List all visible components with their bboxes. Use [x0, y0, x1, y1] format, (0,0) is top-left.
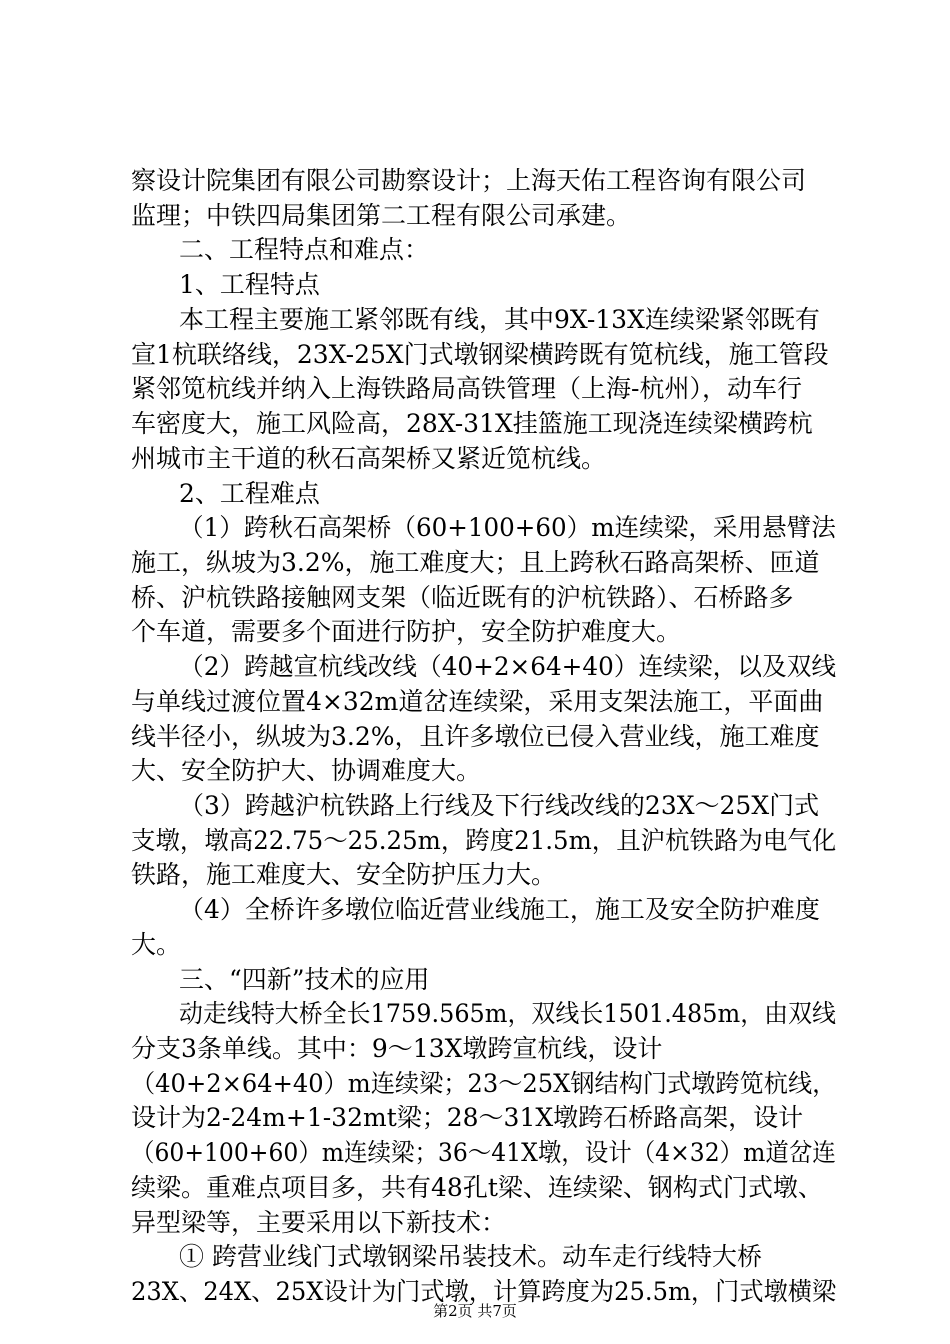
- text-line: 州城市主干道的秋石高架桥又紧近笕杭线。: [131, 444, 607, 473]
- text-line: 线半径小，纵坡为3.2%，且许多墩位已侵入营业线，施工难度: [131, 722, 820, 751]
- text-line: （60+100+60）m连续梁；36～41X墩，设计（4×32）m道岔连: [131, 1138, 836, 1167]
- text-line: 动走线特大桥全长1759.565m，双线长1501.485m，由双线: [179, 999, 836, 1028]
- text-line: 与单线过渡位置4×32m道岔连续梁，采用支架法施工，平面曲: [131, 687, 824, 716]
- subsection-heading: 2、工程难点: [179, 479, 320, 508]
- text-line: （40+2×64+40）m连续梁；23～25X钢结构门式墩跨笕杭线，: [131, 1069, 837, 1098]
- text-line: 支墩，墩高22.75～25.25m，跨度21.5m，且沪杭铁路为电气化: [131, 826, 837, 855]
- section-heading: 三、“四新”技术的应用: [179, 965, 430, 994]
- text-line: 施工，纵坡为3.2%，施工难度大；且上跨秋石路高架桥、匝道: [131, 548, 820, 577]
- text-line: （3）跨越沪杭铁路上行线及下行线改线的23X～25X门式: [179, 791, 820, 820]
- text-line: 紧邻笕杭线并纳入上海铁路局高铁管理（上海-杭州），动车行: [131, 374, 802, 403]
- page-footer: 第2页 共7页: [433, 1302, 517, 1320]
- subsection-heading: 1、工程特点: [179, 270, 320, 299]
- text-line: 23X、24X、25X设计为门式墩，计算跨度为25.5m，门式墩横梁: [131, 1277, 837, 1306]
- text-line: 车密度大，施工风险高，28X-31X挂篮施工现浇连续梁横跨杭: [131, 409, 813, 438]
- text-line: 大。: [131, 930, 182, 959]
- text-line: （4）全桥许多墩位临近营业线施工，施工及安全防护难度: [179, 895, 820, 924]
- text-line: 设计为2-24m+1-32mt梁；28～31X墩跨石桥路高架，设计: [131, 1103, 804, 1132]
- section-heading: 二、工程特点和难点：: [179, 235, 430, 264]
- text-line: 铁路，施工难度大、安全防护压力大。: [131, 860, 557, 889]
- text-line: 大、安全防护大、协调难度大。: [131, 756, 482, 785]
- text-line: ① 跨营业线门式墩钢梁吊装技术。动车走行线特大桥: [179, 1242, 762, 1271]
- text-line: 分支3条单线。其中：9～13X墩跨宣杭线，设计: [131, 1034, 663, 1063]
- text-line: （1）跨秋石高架桥（60+100+60）m连续梁，采用悬臂法: [179, 513, 836, 542]
- text-line: 监理；中铁四局集团第二工程有限公司承建。: [131, 201, 632, 230]
- text-line: 桥、沪杭铁路接触网支架（临近既有的沪杭铁路）、石桥路多: [131, 583, 794, 612]
- text-line: 察设计院集团有限公司勘察设计；上海天佑工程咨询有限公司: [131, 166, 807, 195]
- text-line: 续梁。重难点项目多，共有48孔t梁、连续梁、钢构式门式墩、: [131, 1173, 823, 1202]
- text-line: 本工程主要施工紧邻既有线，其中9X-13X连续梁紧邻既有: [179, 305, 820, 334]
- text-line: 宣1杭联络线，23X-25X门式墩钢梁横跨既有笕杭线，施工管段: [131, 340, 829, 369]
- text-line: （2）跨越宣杭线改线（40+2×64+40）连续梁，以及双线: [179, 652, 837, 681]
- text-line: 异型梁等，主要采用以下新技术：: [131, 1208, 507, 1237]
- text-line: 个车道，需要多个面进行防护，安全防护难度大。: [131, 617, 682, 646]
